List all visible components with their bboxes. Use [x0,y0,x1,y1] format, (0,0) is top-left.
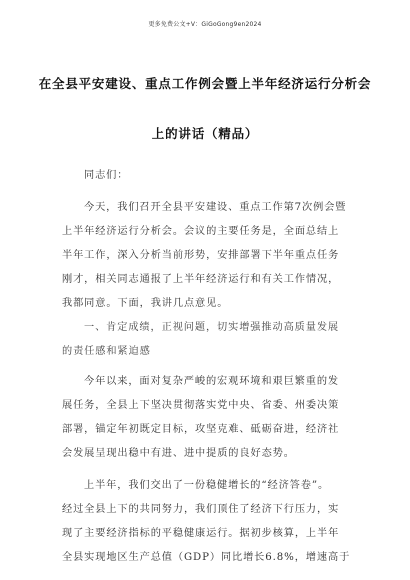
paragraph-3-line-2: 经过全县上下的共同努力，我们顶住了经济下行压力，实 [62,504,340,515]
paragraph-1-line-2: 上半年经济运行分析会。会议的主要任务是，全面总结上 [62,226,340,237]
paragraph-1-line-1: 今天，我们召开全县平安建设、重点工作第7次例会暨 [84,202,347,213]
paragraph-3-line-4: 全县实现地区生产总值（GDP）同比增长6.8%，增速高于 [62,552,351,563]
paragraph-1-line-5: 我都同意。下面，我讲几点意见。 [62,298,229,309]
paragraph-2-line-1: 今年以来，面对复杂严峻的宏观环境和艰巨繁重的发 [84,376,340,387]
paragraph-2-line-2: 展任务，全县上下坚决贯彻落实党中央、省委、州委决策 [62,400,340,411]
document-title-line-2: 上的讲话（精品） [151,126,259,141]
paragraph-3-line-3: 现了主要经济指标的平稳健康运行。据初步核算，上半年 [62,528,340,539]
section-1-heading-line-2: 的责任感和紧迫感 [62,346,151,357]
salutation: 同志们： [84,170,129,181]
header-note: 更多免费公文+V：GiGoGong9en2024 [148,21,262,28]
document-title-line-1: 在全县平安建设、重点工作例会暨上半年经济运行分析会 [38,76,372,91]
paragraph-2-line-3: 部署，锚定年初既定目标，攻坚克难、砥砺奋进，经济社 [62,424,340,435]
paragraph-1-line-3: 半年工作，深入分析当前形势，安排部署下半年重点任务 [62,250,340,261]
paragraph-2-line-4: 会发展呈现出稳中有进、进中提质的良好态势。 [62,448,295,459]
section-1-heading-line-1: 一、肯定成绩，正视问题，切实增强推动高质量发展 [84,322,340,333]
paragraph-3-line-1: 上半年，我们交出了一份稳健增长的“经济答卷”。 [84,480,330,491]
paragraph-1-line-4: 刚才，相关同志通报了上半年经济运行和有关工作情况， [62,274,340,285]
